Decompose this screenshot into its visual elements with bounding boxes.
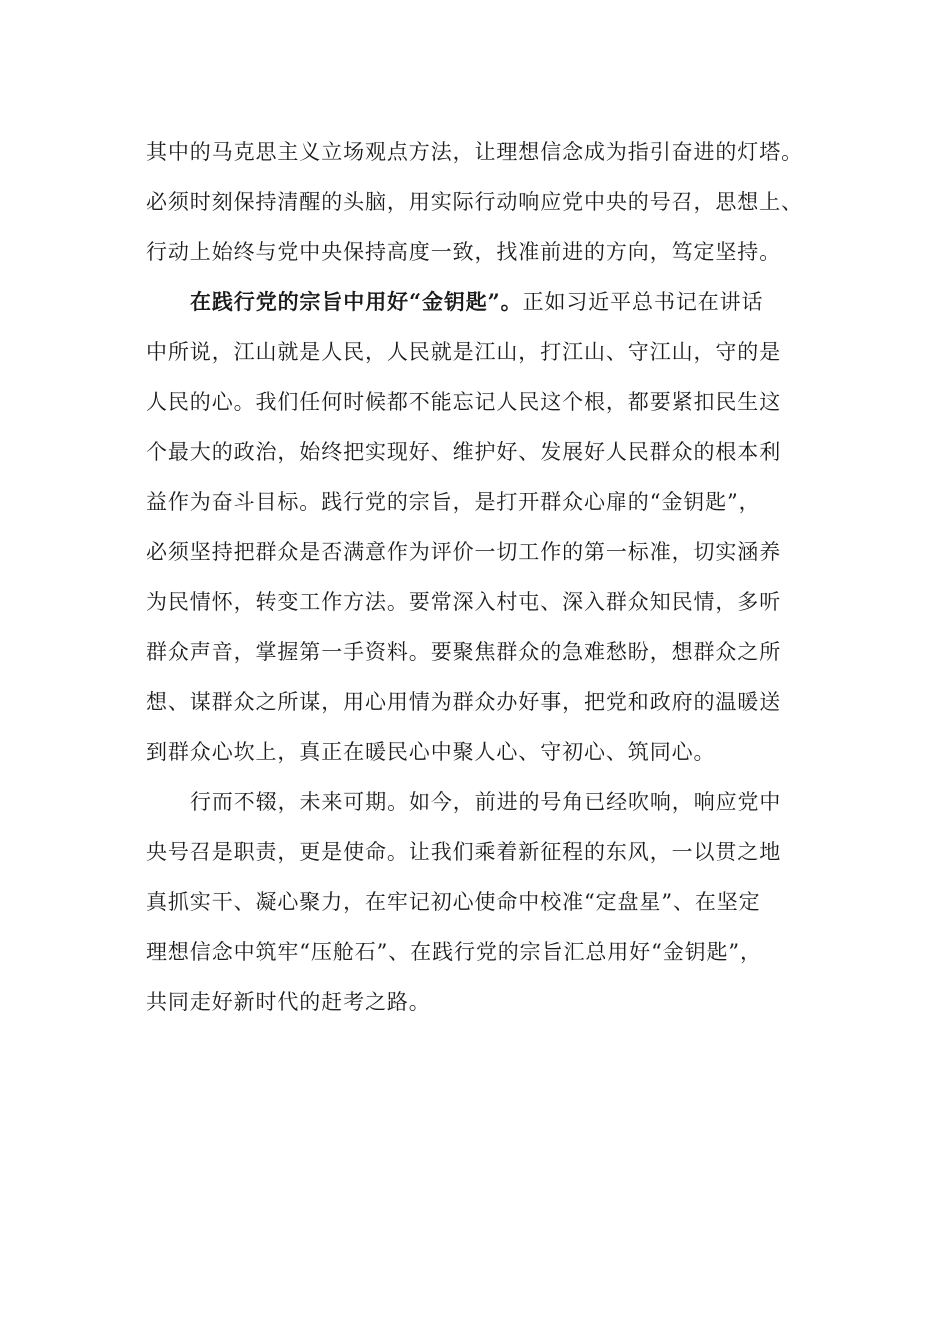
text-line: 群众声音，掌握第一手资料。要聚焦群众的急难愁盼，想群众之所	[146, 640, 782, 664]
text-line: 必须坚持把群众是否满意作为评价一切工作的第一标准，切实涵养	[146, 540, 782, 564]
text-line: 益作为奋斗目标。践行党的宗旨，是打开群众心扉的“金钥匙”，	[146, 490, 761, 514]
text-line: 为民情怀，转变工作方法。要常深入村屯、深入群众知民情，多听	[146, 590, 782, 614]
text-line: 人民的心。我们任何时候都不能忘记人民这个根，都要紧扣民生这	[146, 390, 782, 414]
text-line: 理想信念中筑牢“压舱石”、在践行党的宗旨汇总用好“金钥匙”，	[146, 940, 762, 964]
text-line: 行动上始终与党中央保持高度一致，找准前进的方向，笃定坚持。	[146, 240, 782, 264]
text-line: 其中的马克思主义立场观点方法，让理想信念成为指引奋进的灯塔。	[146, 140, 803, 164]
text-line: 中所说，江山就是人民，人民就是江山，打江山、守江山，守的是	[146, 340, 782, 364]
section-heading: 在践行党的宗旨中用好“金钥匙”。	[190, 289, 523, 314]
paragraph-first-line	[190, 288, 763, 316]
text-line: 到群众心坎上，真正在暖民心中聚人心、守初心、筑同心。	[146, 740, 716, 764]
text-line: 共同走好新时代的赶考之路。	[146, 990, 431, 1014]
text-line: 必须时刻保持清醒的头脑，用实际行动响应党中央的号召，思想上、	[146, 190, 803, 214]
text-line: 个最大的政治，始终把实现好、维护好、发展好人民群众的根本利	[146, 440, 782, 464]
text-line: 真抓实干、凝心聚力，在牢记初心使命中校准“定盘星”、在坚定	[146, 890, 761, 914]
paragraph-first-line: 行而不辍，未来可期。如今，前进的号角已经吹响，响应党中	[190, 790, 782, 814]
text-span: 正如习近平总书记在讲话	[522, 290, 764, 314]
text-line: 想、谋群众之所谋，用心用情为群众办好事，把党和政府的温暖送	[146, 690, 782, 714]
text-line: 央号召是职责，更是使命。让我们乘着新征程的东风，一以贯之地	[146, 840, 782, 864]
